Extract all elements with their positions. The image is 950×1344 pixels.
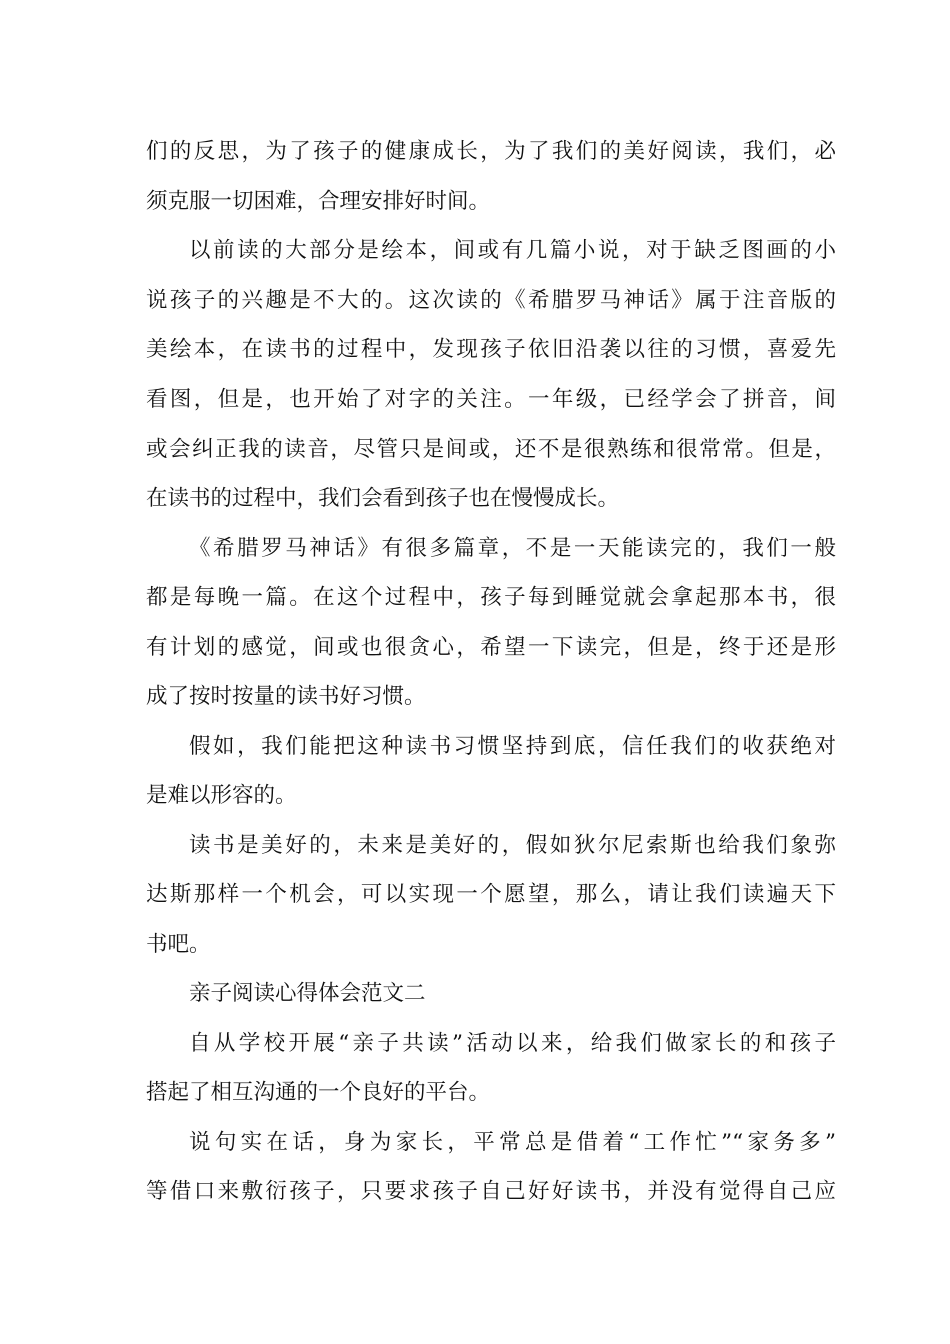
paragraph-line: 在读书的过程中，我们会看到孩子也在慢慢成长。 [146,486,620,511]
paragraph-line: 达斯那样一个机会，可以实现一个愿望，那么，请让我们读遍天下 [146,882,836,907]
paragraph-line: 们的反思，为了孩子的健康成长，为了我们的美好阅读，我们，必 [146,139,836,164]
paragraph-line: 《希腊罗马神话》有很多篇章，不是一天能读完的，我们一般 [189,536,836,561]
section-heading: 亲子阅读心得体会范文二 [189,981,426,1006]
paragraph-line: 都是每晚一篇。在这个过程中，孩子每到睡觉就会拿起那本书，很 [146,585,836,610]
paragraph-line: 有计划的感觉，间或也很贪心，希望一下读完，但是，终于还是形 [146,635,836,660]
paragraph-line: 或会纠正我的读音，尽管只是间或，还不是很熟练和很常常。但是， [146,437,836,462]
paragraph-line: 须克服一切困难，合理安排好时间。 [146,189,491,214]
paragraph-line: 成了按时按量的读书好习惯。 [146,684,426,709]
paragraph-line: 看图，但是，也开始了对字的关注。一年级，已经学会了拼音，间 [146,387,836,412]
paragraph-line: 说句实在话，身为家长，平常总是借着“工作忙”“家务多” [189,1130,836,1155]
paragraph-line: 美绘本，在读书的过程中，发现孩子依旧沿袭以往的习惯，喜爱先 [146,337,836,362]
paragraph-line: 是难以形容的。 [146,783,297,808]
paragraph-line: 读书是美好的，未来是美好的，假如狄尔尼索斯也给我们象弥 [189,833,836,858]
paragraph-line: 说孩子的兴趣是不大的。这次读的《希腊罗马神话》属于注音版的 [146,288,836,313]
paragraph-line: 自从学校开展“亲子共读”活动以来，给我们做家长的和孩子 [189,1031,836,1056]
paragraph-line: 等借口来敷衍孩子，只要求孩子自己好好读书，并没有觉得自己应 [146,1179,836,1204]
paragraph-line: 搭起了相互沟通的一个良好的平台。 [146,1080,491,1105]
paragraph-line: 以前读的大部分是绘本，间或有几篇小说，对于缺乏图画的小 [189,238,836,263]
paragraph-line: 假如，我们能把这种读书习惯坚持到底，信任我们的收获绝对 [189,734,836,759]
paragraph-line: 书吧。 [146,932,211,957]
